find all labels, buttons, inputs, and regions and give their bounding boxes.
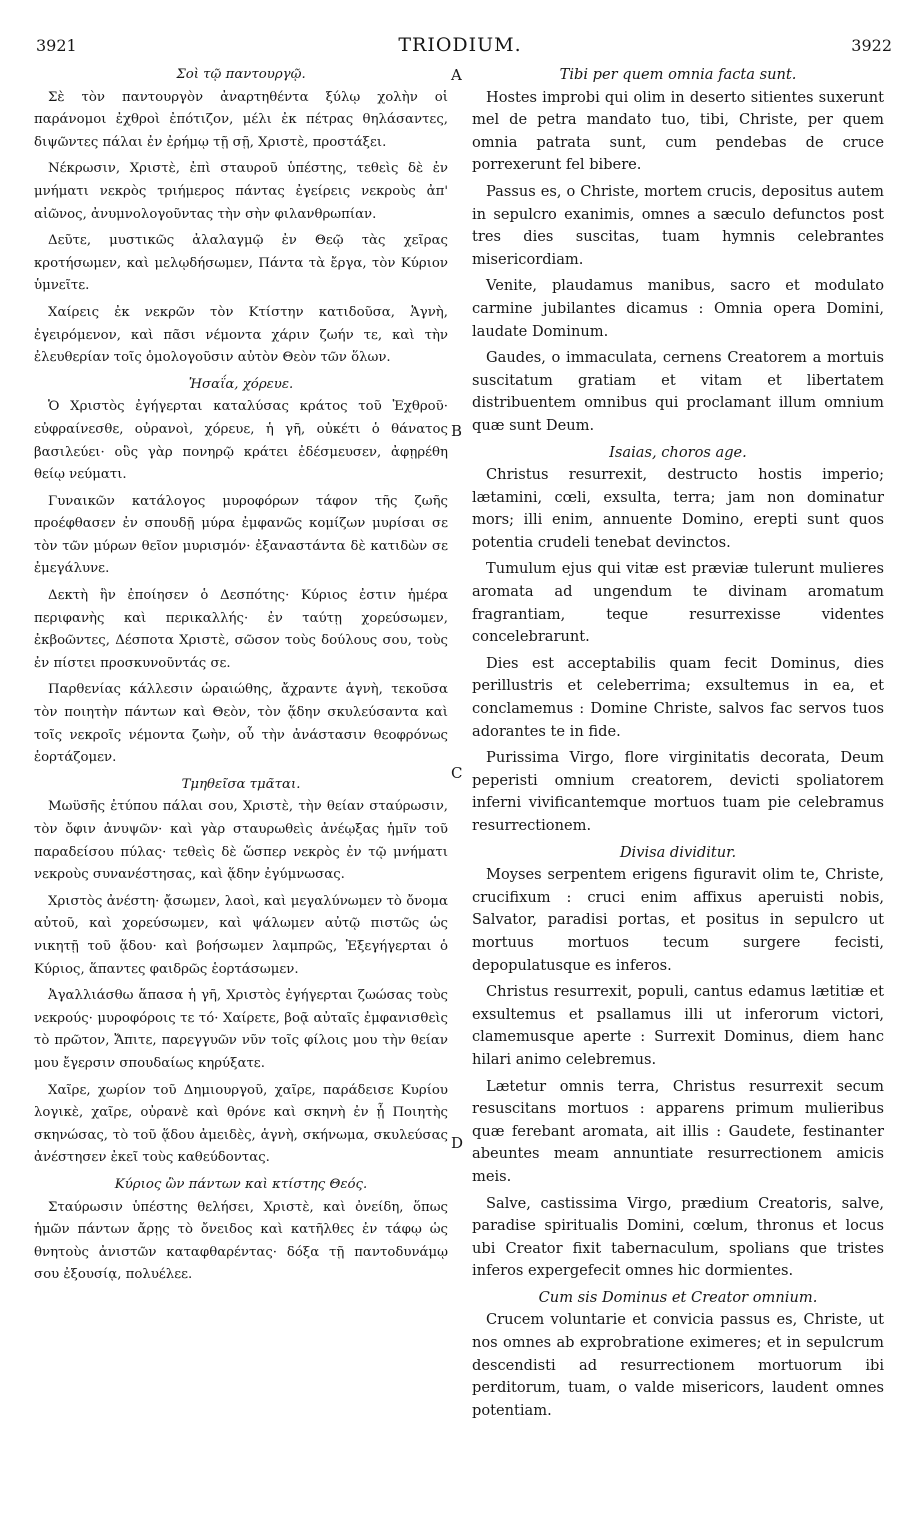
paragraph: Ἀγαλλιάσθω ἅπασα ἡ γῆ, Χριστὸς ἐγήγερται ζωώσας τοὺς νεκρούς· μυροφόροις τε τό· Χαίρετε, βοᾷ αὐταῖς ἐμφανισθεὶς τὸ πρῶτον, Ἄπιτε, παρεγγυῶν νῦν τοῖς φίλοις μου τὴν θείαν μου ἔγερσιν σπουδαίως κηρύξατε. [34, 988, 448, 1071]
paragraph: Moyses serpentem erigens figuravit olim te, Christe, crucifixum : cruci enim affixus aperuisti nobis, Salvator, paradisi portas, et positus in sepulcro ut mortuus mortuos tecum surgere fecisti, depopulatusque es inferos. [472, 866, 884, 974]
section-heading: Κύριος ὢν πάντων καὶ κτίστης Θεός. [114, 1176, 368, 1192]
greek-column [34, 64, 448, 1291]
paragraph: Χαῖρε, χωρίον τοῦ Δημιουργοῦ, χαῖρε, παράδεισε Κυρίου λογικὲ, χαῖρε, οὐρανὲ καὶ θρόνε καὶ σκηνὴ ἐν ᾗ Ποιητὴς σκηνώσας, τὸ τοῦ ᾅδου ἀμειδὲς, ἁγνὴ, σκήνωμα, σκυλεύσας ἀνέστησεν ἐκεῖ τοὺς καθεύδοντας. [34, 1082, 448, 1166]
paragraph: Salve, castissima Virgo, prædium Creatoris, salve, paradise spiritualis Domini, cœlum, thronus et locus ubi Creator fixit tabernaculum, spolians que tristes inferos expergefecit omnes hic dormientes. [472, 1194, 884, 1280]
paragraph: Venite, plaudamus manibus, sacro et modulato carmine jubilantes dicamus : Omnia opera Domini, laudate Dominum. [472, 277, 884, 340]
paragraph: Christus resurrexit, populi, cantus edamus lætitiæ et exsultemus et psallamus illi ut inferorum victori, clamemusque aperte : Surrexit Dominus, diem hanc hilari animo celebremus. [472, 983, 884, 1068]
paragraph: Christus resurrexit, destructo hostis imperio; lætamini, cœli, exsulta, terra; jam non dominatur mors; illi enim, annuente Domino, erepti sunt quos potentia crudeli tenebat devinctos. [472, 466, 884, 551]
section-heading: Τμηθεῖσα τμᾶται. [181, 776, 301, 792]
paragraph: Crucem voluntarie et convicia passus es, Christe, ut nos omnes ab exprobratione eximeres; et in sepulcrum descendisti ad resurrectionem mortuorum ibi perditorum, tuam, o valde misericors, laudent omnes potentiam. [472, 1311, 884, 1419]
margin-letter-c: C [451, 764, 463, 782]
margin-letter-d: D [451, 1134, 464, 1152]
section-heading: Isaias, choros age. [609, 443, 747, 461]
section-heading: Ἠσαΐα, χόρευε. [188, 376, 294, 392]
paragraph: Δεῦτε, μυστικῶς ἀλαλαγμῷ ἐν Θεῷ τὰς χεῖρας κροτήσωμεν, καὶ μελῳδήσωμεν, Πάντα τὰ ἔργα, τὸν Κύριον ὑμνεῖτε. [34, 233, 448, 294]
margin-letter-b: B [451, 422, 463, 440]
paragraph: Ὁ Χριστὸς ἐγήγερται καταλύσας κράτος τοῦ Ἐχθροῦ· εὐφραίνεσθε, οὐρανοὶ, χόρευε, ἡ γῆ, οὐκέτι ὁ θάνατος βασιλεύει· οὓς γὰρ πονηρῷ κράτει ἐδέσμευσεν, ἀφῃρέθη θείῳ νεύματι. [34, 399, 448, 483]
paragraph: Δεκτὴ ἣν ἐποίησεν ὁ Δεσπότης· Κύριος ἐστιν ἡμέρα περιφανὴς καὶ περικαλλής· ἐν ταύτῃ χορεύσωμεν, ἐκβοῶντες, Δέσποτα Χριστὲ, σῶσον τοὺς δούλους σου, τοὺς ἐν πίστει προσκυνοῦντάς σε. [34, 588, 448, 671]
right-page-number: 3922 [851, 36, 892, 55]
paragraph: Παρθενίας κάλλεσιν ὡραιώθης, ἄχραντε ἁγνὴ, τεκοῦσα τὸν ποιητὴν πάντων καὶ Θεὸν, τὸν ᾅδην σκυλεύσαντα καὶ τοῖς νεκροῖς νέμοντα ζωὴν, οὗ τὴν ἀνάστασιν θεοφρόνως ἑορτάζομεν. [34, 682, 448, 766]
paragraph: Νέκρωσιν, Χριστὲ, ἐπὶ σταυροῦ ὑπέστης, τεθεὶς δὲ ἐν μνήματι νεκρὸς τριήμερος πάντας ἐγείρεις νεκροὺς ἀπ' αἰῶνος, ἀνυμνολογοῦντας τὴν σὴν φιλανθρωπίαν. [34, 161, 448, 222]
paragraph: Hostes improbi qui olim in deserto sitientes suxerunt mel de petra mandato tuo, tibi, Christe, per quem omnia patrata sunt, cum pendebas de cruce porrexerunt fel bibere. [472, 88, 884, 174]
section-heading: Cum sis Dominus et Creator omnium. [538, 1288, 818, 1306]
left-page-number: 3921 [36, 36, 77, 55]
section-heading: Tibi per quem omnia facta sunt. [559, 66, 797, 83]
paragraph: Μωϋσῆς ἐτύπου πάλαι σου, Χριστὲ, τὴν θείαν σταύρωσιν, τὸν ὄφιν ἀνυψῶν· καὶ γὰρ σταυρωθεὶς ἀνέῳξας ἡμῖν τοῦ παραδείσου πύλας· τεθεὶς δὲ ὥσπερ νεκρὸς ἐν τῷ μνήματι νεκροὺς συνανέστησας, καὶ ᾅδην ἐγύμνωσας. [34, 799, 448, 883]
paragraph: Dies est acceptabilis quam fecit Dominus, dies perillustris et celeberrima; exsultemus in ea, et conclamemus : Domine Christe, salvos fac servos tuos adorantes te in fide. [472, 654, 884, 740]
paragraph: Passus es, o Christe, mortem crucis, depositus autem in sepulcro exanimis, omnes a sæculo defunctos post tres dies suscitas, tuam hymnis celebrantes misericordiam. [472, 182, 884, 268]
section-heading: Σοὶ τῷ παντουργῷ. [176, 67, 306, 82]
paragraph: Purissima Virgo, flore virginitatis decorata, Deum peperisti omnium creatorem, devicti spoliatorem inferni vivificantemque mortuos tuam pie celebramus resurrectionem. [472, 749, 884, 834]
running-header [28, 32, 892, 62]
paragraph: Gaudes, o immaculata, cernens Creatorem a mortuis suscitatum gratiam et vitam et libertatem distribuentem omnibus qui proclamant illum omnium quæ sunt Deum. [472, 349, 884, 434]
paragraph: Tumulum ejus qui vitæ est præviæ tulerunt mulieres aromata ad ungendum te divinam aromatum fragrantiam, teque resurrexisse videntes concelebrarunt. [472, 560, 884, 646]
latin-column [472, 64, 884, 1426]
paragraph: Lætetur omnis terra, Christus resurrexit secum resuscitans mortuos : apparens primum mulieribus quæ ferebant aromata, ait illis : Gaudete, festinanter abeuntes meam annuntiate resurrectionem amicis meis. [472, 1077, 884, 1185]
section-heading: Divisa dividitur. [619, 843, 737, 861]
running-title: TRIODIUM. [398, 34, 522, 56]
paragraph: Σταύρωσιν ὑπέστης θελήσει, Χριστὲ, καὶ ὀνείδη, ὅπως ἡμῶν πάντων ἄρῃς τὸ ὄνειδος καὶ κατῆλθες ἐν τάφῳ ὡς θνητοὺς ἀνιστῶν καταφθαρέντας· δόξα τῇ παντοδυνάμῳ σου ἐξουσίᾳ, πολυέλεε. [34, 1199, 448, 1283]
margin-letter-a: A [451, 66, 462, 84]
paragraph: Γυναικῶν κατάλογος μυροφόρων τάφον τῆς ζωῆς προέφθασεν ἐν σπουδῇ μύρα ἐμφανῶς κομίζων μυρίσαι σε τὸν τῶν μύρων θεῖον μυρισμόν· ἐξαναστάντα δὲ κατιδὼν σε ἐμεγάλυνε. [34, 493, 448, 577]
paragraph: Σὲ τὸν παντουργὸν ἀναρτηθέντα ξύλῳ χολὴν οἱ παράνομοι ἐχθροὶ ἐπότιζον, μέλι ἐκ πέτρας θηλάσαντες, διψῶντες πάλαι ἐν ἐρήμῳ τῇ σῇ, Χριστὲ, προστάξει. [34, 89, 448, 150]
paragraph: Χαίρεις ἐκ νεκρῶν τὸν Κτίστην κατιδοῦσα, Ἁγνὴ, ἐγειρόμενον, καὶ πᾶσι νέμοντα χάριν ζωήν τε, καὶ τὴν ἐλευθερίαν τοῖς ὁμολογοῦσιν αὐτὸν Θεὸν τῶν ὅλων. [34, 304, 448, 366]
paragraph: Χριστὸς ἀνέστη· ᾄσωμεν, λαοὶ, καὶ μεγαλύνωμεν τὸ ὄνομα αὐτοῦ, καὶ χορεύσωμεν, καὶ ψάλωμεν αὐτῷ πιστῶς ὡς νικητῇ τοῦ ᾅδου· καὶ βοήσωμεν λαμπρῶς, Ἐξεγήγερται ὁ Κύριος, ἅπαντες φαιδρῶς ἑορτάσωμεν. [34, 893, 448, 977]
